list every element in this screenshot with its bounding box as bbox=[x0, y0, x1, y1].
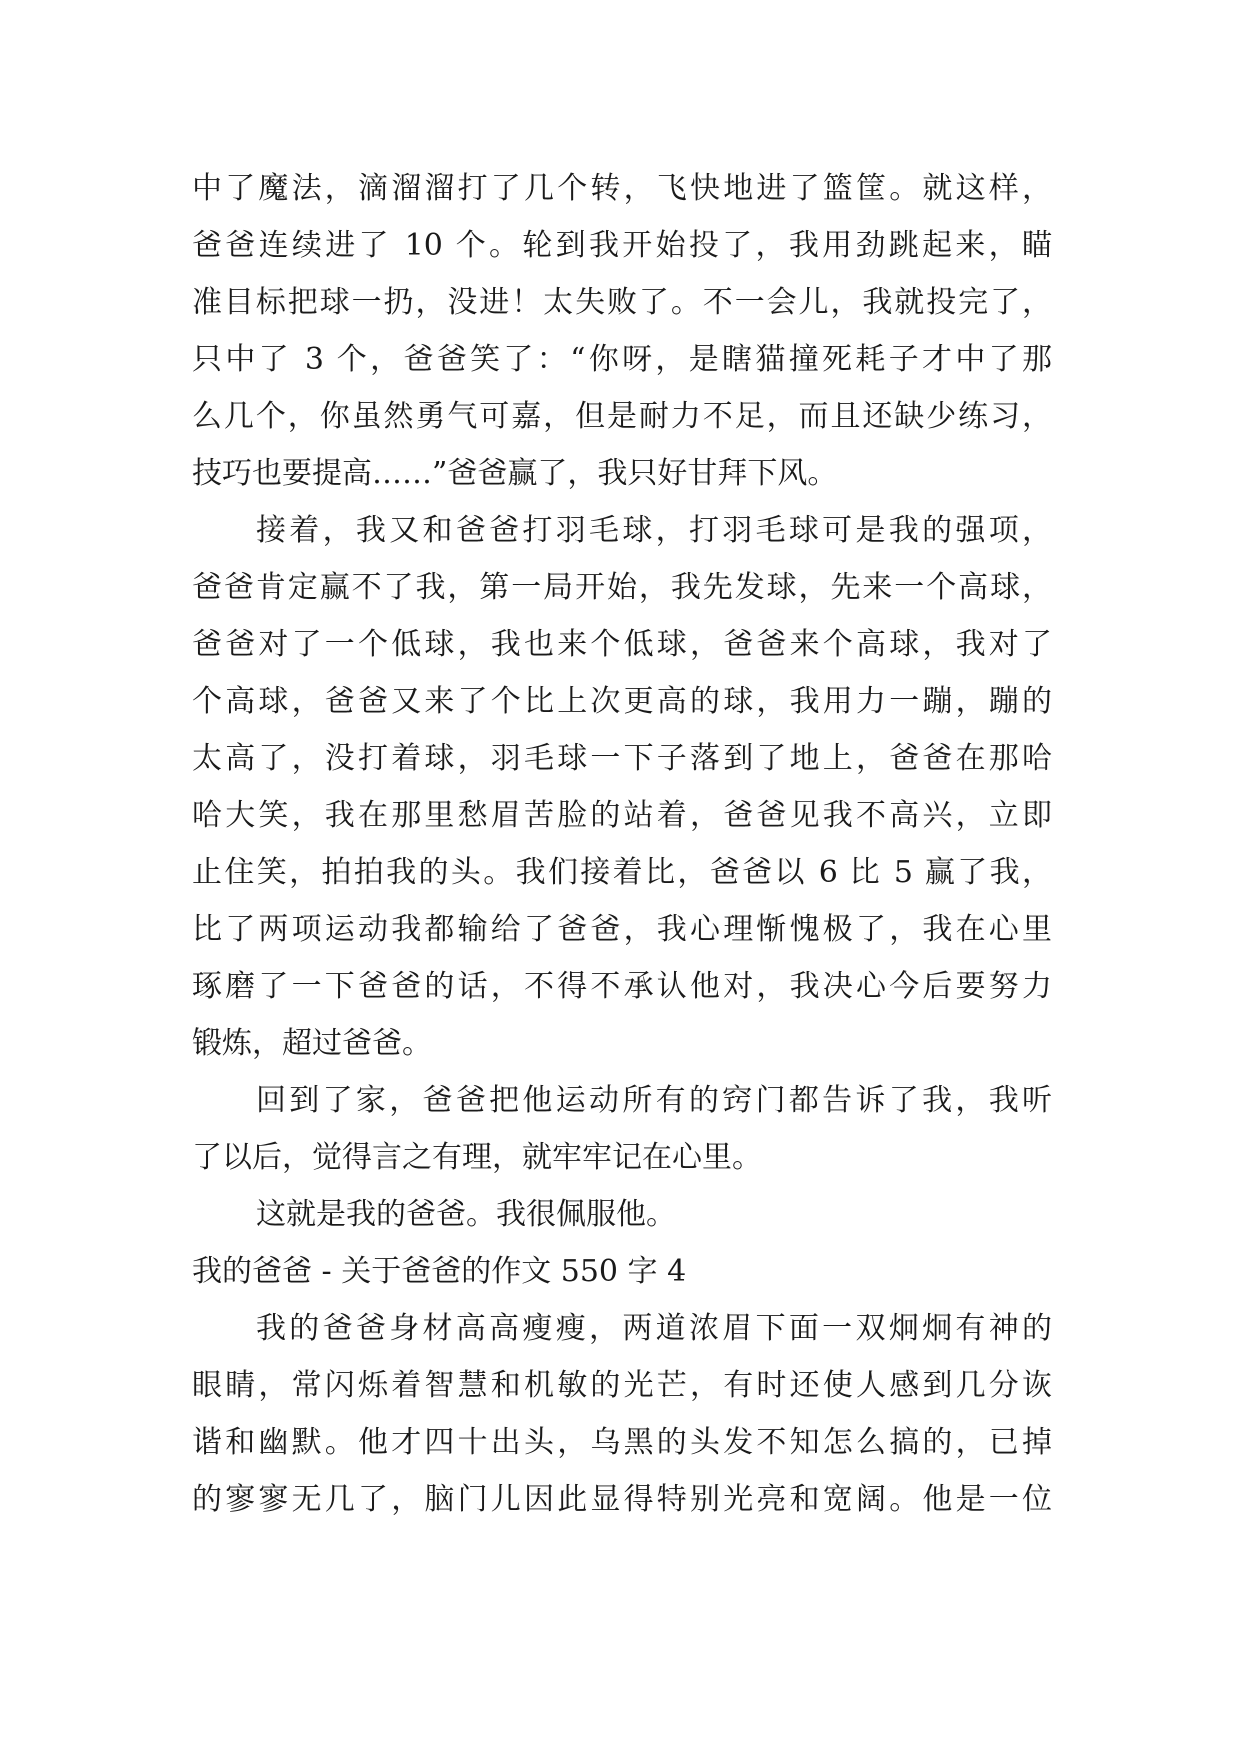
paragraph-basketball bbox=[192, 160, 1052, 502]
text-line: 个高球，爸爸又来了个比上次更高的球，我用力一蹦，蹦的 bbox=[192, 684, 1052, 719]
paragraph-description bbox=[192, 1300, 1052, 1528]
text-line: 么几个，你虽然勇气可嘉，但是耐力不足，而且还缺少练习， bbox=[192, 399, 1052, 434]
text-line: 止住笑，拍拍我的头。我们接着比，爸爸以 6 比 5 赢了我， bbox=[192, 855, 1052, 890]
essay-title: 我的爸爸 - 关于爸爸的作文 550 字 4 bbox=[192, 1254, 687, 1289]
text-line: 爸爸对了一个低球，我也来个低球，爸爸来个高球，我对了 bbox=[192, 627, 1052, 662]
text-line: 中了魔法，滴溜溜打了几个转，飞快地进了篮筐。就这样， bbox=[192, 171, 1052, 206]
text-line: 技巧也要提高……”爸爸赢了，我只好甘拜下风。 bbox=[192, 456, 838, 491]
text-line: 谐和幽默。他才四十出头，乌黑的头发不知怎么搞的，已掉 bbox=[192, 1425, 1052, 1460]
paragraph-conclusion bbox=[192, 1186, 1052, 1243]
text-line: 这就是我的爸爸。我很佩服他。 bbox=[256, 1197, 676, 1232]
text-line: 爸爸连续进了 10 个。轮到我开始投了，我用劲跳起来，瞄 bbox=[192, 228, 1052, 263]
text-line: 比了两项运动我都输给了爸爸，我心理惭愧极了，我在心里 bbox=[192, 912, 1052, 947]
paragraph-badminton bbox=[192, 502, 1052, 1072]
text-line: 我的爸爸身材高高瘦瘦，两道浓眉下面一双炯炯有神的 bbox=[256, 1311, 1052, 1346]
text-line: 回到了家，爸爸把他运动所有的窍门都告诉了我，我听 bbox=[256, 1083, 1052, 1118]
text-line: 接着，我又和爸爸打羽毛球，打羽毛球可是我的强项， bbox=[256, 513, 1052, 548]
text-line: 的寥寥无几了，脑门儿因此显得特别光亮和宽阔。他是一位 bbox=[192, 1482, 1052, 1517]
text-line: 锻炼，超过爸爸。 bbox=[192, 1026, 432, 1061]
text-line: 爸爸肯定赢不了我，第一局开始，我先发球，先来一个高球， bbox=[192, 570, 1052, 605]
paragraph-home bbox=[192, 1072, 1052, 1186]
text-line: 只中了 3 个，爸爸笑了：“你呀，是瞎猫撞死耗子才中了那 bbox=[192, 342, 1052, 377]
text-line: 准目标把球一扔，没进！太失败了。不一会儿，我就投完了， bbox=[192, 285, 1052, 320]
text-line: 哈大笑，我在那里愁眉苦脸的站着，爸爸见我不高兴，立即 bbox=[192, 798, 1052, 833]
text-line: 太高了，没打着球，羽毛球一下子落到了地上，爸爸在那哈 bbox=[192, 741, 1052, 776]
text-line: 了以后，觉得言之有理，就牢牢记在心里。 bbox=[192, 1140, 762, 1175]
text-line: 琢磨了一下爸爸的话，不得不承认他对，我决心今后要努力 bbox=[192, 969, 1052, 1004]
text-line: 眼睛，常闪烁着智慧和机敏的光芒，有时还使人感到几分诙 bbox=[192, 1368, 1052, 1403]
document-body bbox=[192, 160, 1052, 1528]
